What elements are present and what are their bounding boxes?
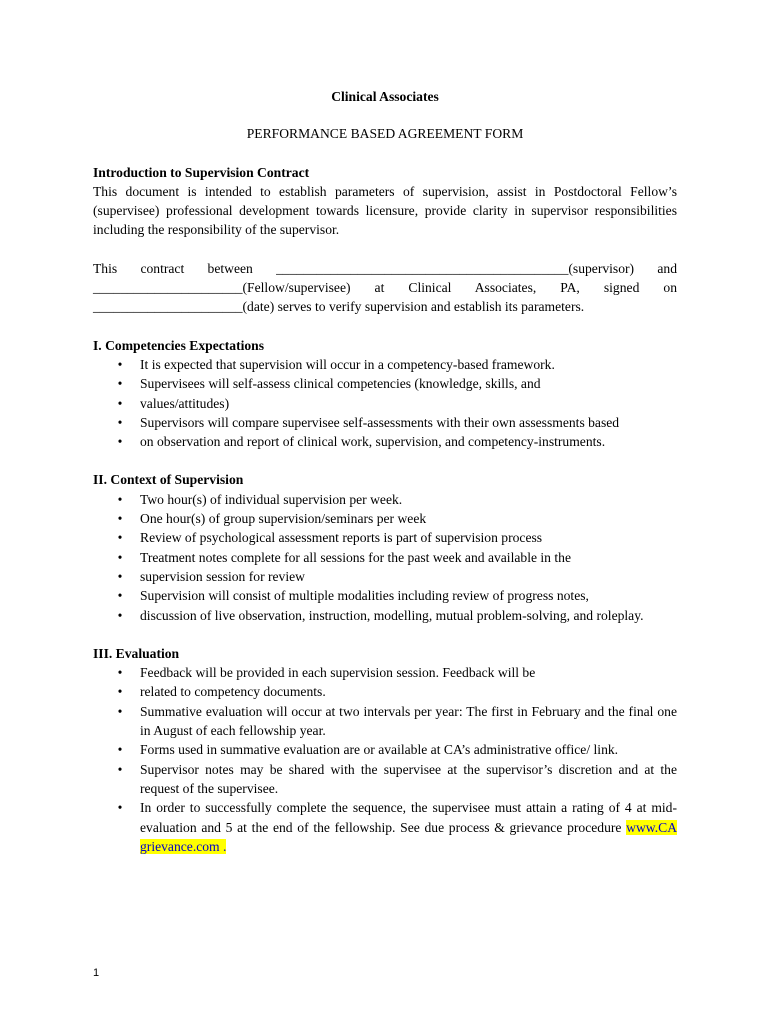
list-item: • Supervisors will compare supervisee self-assessments with their own assessments based xyxy=(93,413,677,432)
list-item: • Treatment notes complete for all sessions for the past week and available in the xyxy=(93,548,677,567)
list-item: • related to competency documents. xyxy=(93,682,677,701)
contract-paragraph xyxy=(93,259,677,317)
list-item: • Summative evaluation will occur at two intervals per year: The first in February and the final one in August of each fellowship year. xyxy=(93,702,677,741)
list-item: • Two hour(s) of individual supervision per week. xyxy=(93,490,677,509)
contract-line-fellow: ______________________(Fellow/supervisee) at Clinical Associates, PA, signed on xyxy=(93,280,677,296)
document-body xyxy=(93,87,677,875)
bullet-icon: • xyxy=(117,588,123,604)
list-item: • It is expected that supervision will occur in a competency-based framework. xyxy=(93,355,677,374)
list-item: • Supervisees will self-assess clinical competencies (knowledge, skills, and xyxy=(93,374,677,393)
context-list xyxy=(93,490,677,625)
list-item: • One hour(s) of group supervision/seminars per week xyxy=(93,509,677,528)
list-item: • discussion of live observation, instruction, modelling, mutual problem-solving, and roleplay. xyxy=(93,606,677,625)
competencies-list xyxy=(93,355,677,451)
list-item: • Review of psychological assessment reports is part of supervision process xyxy=(93,528,677,547)
intro-heading: Introduction to Supervision Contract xyxy=(93,164,310,180)
bullet-icon: • xyxy=(117,414,123,430)
bullet-icon: • xyxy=(117,376,123,392)
bullet-icon: • xyxy=(117,800,123,816)
grievance-text: In order to successfully complete the sequence, the supervisee must attain a rating of 4 at mid-evaluation and 5 at the end of the fellowship. See due process & grievance procedure xyxy=(140,800,677,835)
list-item xyxy=(93,798,677,856)
evaluation-heading: III. Evaluation xyxy=(93,645,180,661)
list-item: • supervision session for review xyxy=(93,567,677,586)
bullet-icon: • xyxy=(117,356,123,372)
context-heading: II. Context of Supervision xyxy=(93,472,244,488)
evaluation-list xyxy=(93,663,677,856)
list-item: • Forms used in summative evaluation are or available at CA’s administrative office/ link. xyxy=(93,740,677,759)
bullet-icon: • xyxy=(117,761,123,777)
grievance-link[interactable]: www.CA grievance.com . xyxy=(140,819,678,854)
list-item: • values/attitudes) xyxy=(93,394,677,413)
bullet-icon: • xyxy=(117,665,123,681)
contract-line-supervisor: This contract between ___________________________________________(supervisor) and xyxy=(93,260,677,276)
intro-paragraph: This document is intended to establish parameters of supervision, assist in Postdoctoral Fellow’s (supervisee) professional development towards licensure, provide clarity in supervisor responsibilities including the responsibility of the supervisor. xyxy=(93,183,677,238)
bullet-icon: • xyxy=(117,703,123,719)
bullet-icon: • xyxy=(117,491,123,507)
list-item: • on observation and report of clinical work, supervision, and competency-instruments. xyxy=(93,432,677,451)
bullet-icon: • xyxy=(117,742,123,758)
bullet-icon: • xyxy=(117,511,123,527)
bullet-icon: • xyxy=(117,684,123,700)
bullet-icon: • xyxy=(117,530,123,546)
bullet-icon: • xyxy=(117,607,123,623)
list-item: • Supervision will consist of multiple modalities including review of progress notes, xyxy=(93,586,677,605)
page-number: 1 xyxy=(93,967,100,979)
bullet-icon: • xyxy=(117,568,123,584)
competencies-heading: I. Competencies Expectations xyxy=(93,337,265,353)
organization-title: Clinical Associates xyxy=(331,89,439,104)
list-item: • Feedback will be provided in each supervision session. Feedback will be xyxy=(93,663,677,682)
bullet-icon: • xyxy=(117,549,123,565)
contract-line-date: ______________________(date) serves to verify supervision and establish its parameters. xyxy=(93,299,585,315)
bullet-icon: • xyxy=(117,395,123,411)
bullet-icon: • xyxy=(117,434,123,450)
list-item: • Supervisor notes may be shared with the supervisee at the supervisor’s discretion and at the request of the supervisee. xyxy=(93,760,677,799)
form-title: PERFORMANCE BASED AGREEMENT FORM xyxy=(246,126,524,142)
